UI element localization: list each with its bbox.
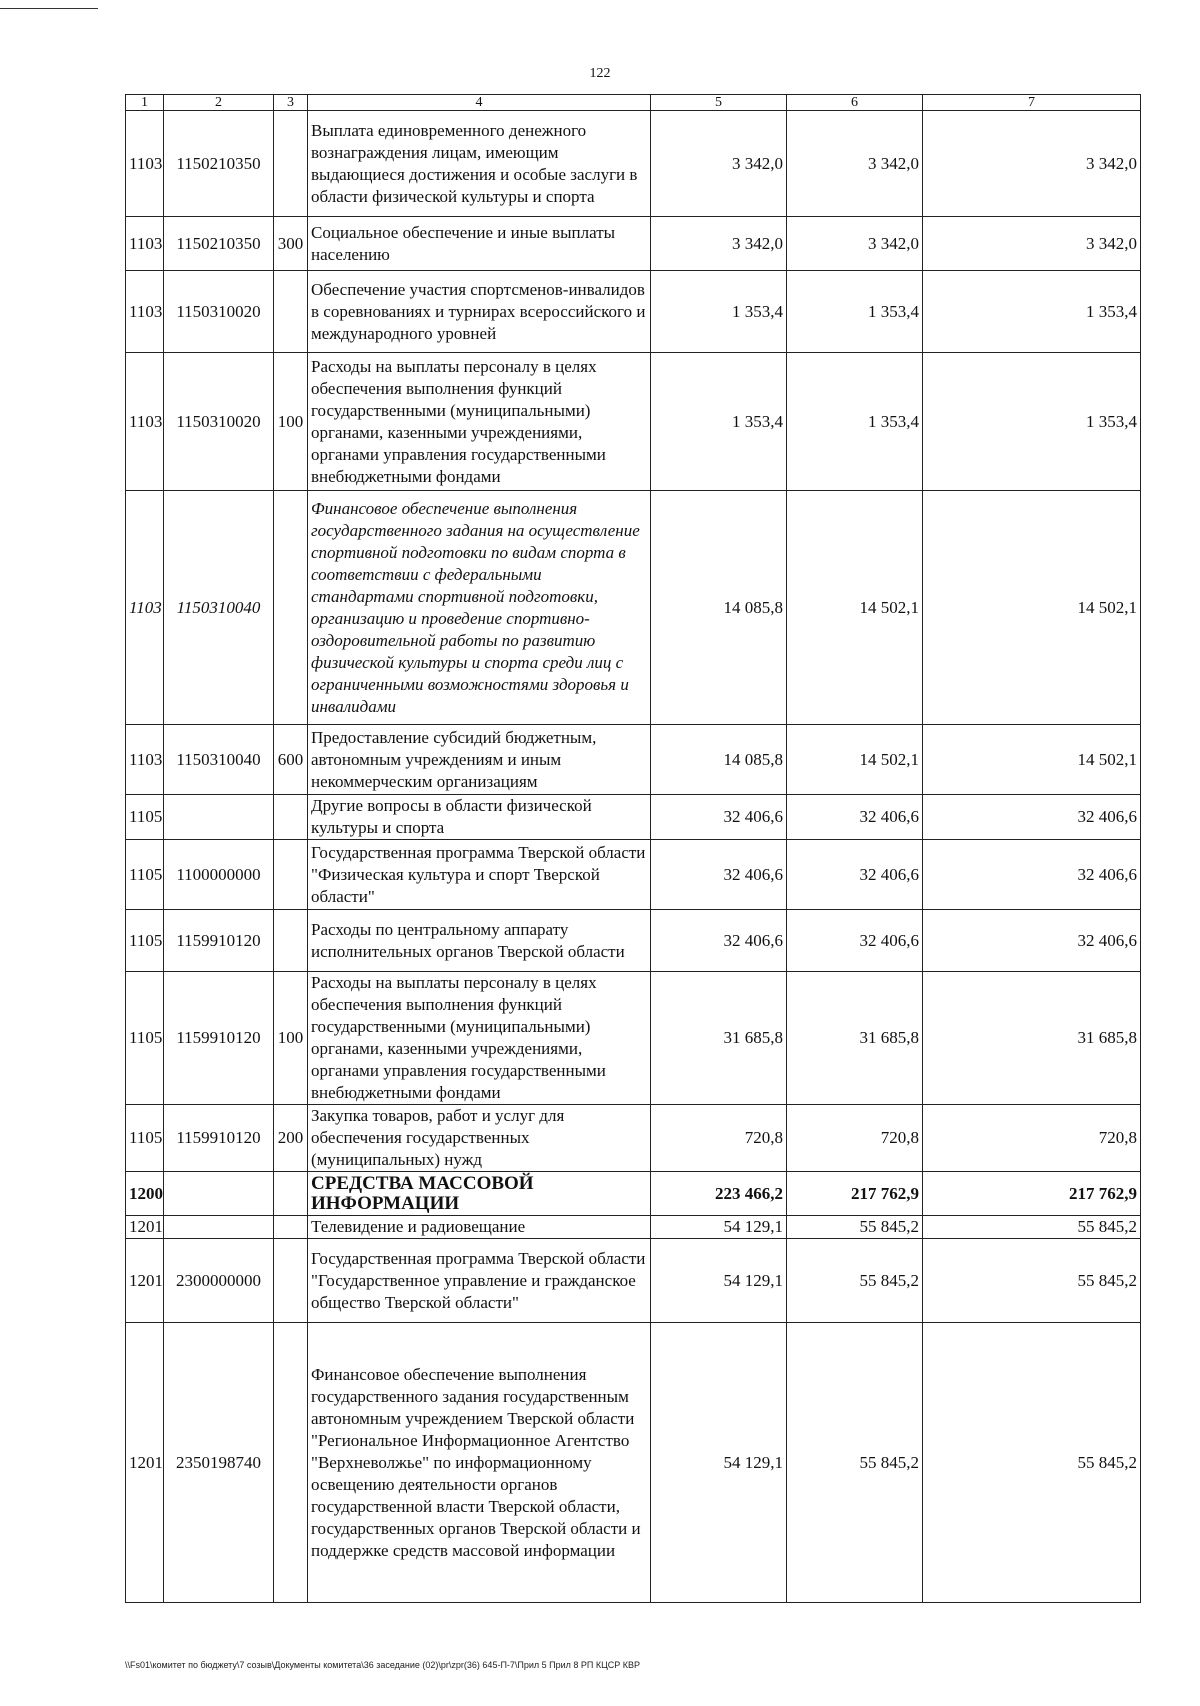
section-code: 1105 (126, 910, 164, 972)
amount-year-2: 3 342,0 (787, 217, 923, 271)
expense-type-code (274, 491, 308, 725)
amount-year-2: 217 762,9 (787, 1172, 923, 1216)
amount-year-1: 223 466,2 (651, 1172, 787, 1216)
amount-year-2: 55 845,2 (787, 1239, 923, 1323)
amount-year-2: 1 353,4 (787, 271, 923, 353)
item-description: Выплата единовременного денежного вознаграждения лицам, имеющим выдающиеся достижения и особые заслуги в области физической культуры и спорта (308, 111, 651, 217)
budget-table (125, 94, 1141, 1603)
item-description: СРЕДСТВА МАССОВОЙ ИНФОРМАЦИИ (308, 1172, 651, 1216)
item-description: Предоставление субсидий бюджетным, автономным учреждениям и иным некоммерческим организациям (308, 725, 651, 795)
table-row (126, 271, 1141, 353)
item-description: Социальное обеспечение и иные выплаты населению (308, 217, 651, 271)
amount-year-1: 32 406,6 (651, 840, 787, 910)
amount-year-3: 55 845,2 (923, 1216, 1141, 1239)
expense-type-code (274, 795, 308, 840)
section-code: 1201 (126, 1216, 164, 1239)
expense-type-code: 100 (274, 353, 308, 491)
expense-type-code (274, 111, 308, 217)
amount-year-1: 720,8 (651, 1105, 787, 1172)
target-article-code (164, 1216, 274, 1239)
amount-year-3: 32 406,6 (923, 840, 1141, 910)
table-row (126, 725, 1141, 795)
item-description: Другие вопросы в области физической культуры и спорта (308, 795, 651, 840)
amount-year-2: 3 342,0 (787, 111, 923, 217)
amount-year-2: 720,8 (787, 1105, 923, 1172)
target-article-code: 1159910120 (164, 910, 274, 972)
item-description: Государственная программа Тверской области "Государственное управление и гражданское общество Тверской области" (308, 1239, 651, 1323)
amount-year-3: 217 762,9 (923, 1172, 1141, 1216)
target-article-code: 1150210350 (164, 111, 274, 217)
table-row (126, 795, 1141, 840)
column-header: 1 (126, 95, 164, 111)
table-row (126, 217, 1141, 271)
column-header: 4 (308, 95, 651, 111)
expense-type-code (274, 1172, 308, 1216)
target-article-code: 2300000000 (164, 1239, 274, 1323)
item-description: Финансовое обеспечение выполнения государственного задания государственным автономным учреждением Тверской области "Региональное Информационное Агентство "Верхневолжье" по информационному освещению деятельности органов государственной власти Тверской области, государственных органов Тверской области и поддержке средств массовой информации (308, 1323, 651, 1603)
amount-year-3: 55 845,2 (923, 1323, 1141, 1603)
column-header: 3 (274, 95, 308, 111)
amount-year-3: 3 342,0 (923, 111, 1141, 217)
expense-type-code: 600 (274, 725, 308, 795)
column-header: 5 (651, 95, 787, 111)
amount-year-2: 32 406,6 (787, 910, 923, 972)
amount-year-3: 3 342,0 (923, 217, 1141, 271)
item-description: Расходы по центральному аппарату исполнительных органов Тверской области (308, 910, 651, 972)
amount-year-3: 31 685,8 (923, 972, 1141, 1105)
amount-year-3: 1 353,4 (923, 353, 1141, 491)
target-article-code (164, 1172, 274, 1216)
target-article-code: 1150210350 (164, 217, 274, 271)
target-article-code: 1159910120 (164, 972, 274, 1105)
section-code: 1105 (126, 795, 164, 840)
expense-type-code (274, 1216, 308, 1239)
target-article-code: 1150310040 (164, 725, 274, 795)
section-code: 1105 (126, 1105, 164, 1172)
table-row (126, 491, 1141, 725)
section-code: 1200 (126, 1172, 164, 1216)
table-row (126, 840, 1141, 910)
table-row (126, 353, 1141, 491)
section-code: 1103 (126, 491, 164, 725)
expense-type-code (274, 1239, 308, 1323)
target-article-code: 1100000000 (164, 840, 274, 910)
page-number: 122 (589, 66, 611, 81)
table-row (126, 111, 1141, 217)
section-code: 1105 (126, 840, 164, 910)
item-description: Закупка товаров, работ и услуг для обеспечения государственных (муниципальных) нужд (308, 1105, 651, 1172)
amount-year-1: 54 129,1 (651, 1239, 787, 1323)
column-number-row (126, 95, 1141, 111)
amount-year-2: 32 406,6 (787, 795, 923, 840)
section-code: 1103 (126, 725, 164, 795)
expense-type-code: 300 (274, 217, 308, 271)
amount-year-3: 32 406,6 (923, 910, 1141, 972)
item-description: Государственная программа Тверской области "Физическая культура и спорт Тверской области" (308, 840, 651, 910)
amount-year-3: 1 353,4 (923, 271, 1141, 353)
section-code: 1103 (126, 111, 164, 217)
table-row (126, 1239, 1141, 1323)
amount-year-2: 31 685,8 (787, 972, 923, 1105)
amount-year-2: 14 502,1 (787, 491, 923, 725)
section-code: 1105 (126, 972, 164, 1105)
section-code: 1103 (126, 353, 164, 491)
amount-year-1: 32 406,6 (651, 795, 787, 840)
expense-type-code: 100 (274, 972, 308, 1105)
section-code: 1103 (126, 271, 164, 353)
amount-year-2: 55 845,2 (787, 1323, 923, 1603)
table-row (126, 1172, 1141, 1216)
table-row (126, 1216, 1141, 1239)
table-row (126, 910, 1141, 972)
column-header: 6 (787, 95, 923, 111)
target-article-code: 1159910120 (164, 1105, 274, 1172)
amount-year-1: 32 406,6 (651, 910, 787, 972)
amount-year-1: 54 129,1 (651, 1323, 787, 1603)
expense-type-code (274, 910, 308, 972)
amount-year-2: 1 353,4 (787, 353, 923, 491)
column-header: 2 (164, 95, 274, 111)
column-header: 7 (923, 95, 1141, 111)
target-article-code: 1150310020 (164, 353, 274, 491)
expense-type-code (274, 271, 308, 353)
item-description: Расходы на выплаты персоналу в целях обеспечения выполнения функций государственными (муниципальными) органами, казенными учреждениями, органами управления государственными внебюджетными фондами (308, 353, 651, 491)
amount-year-3: 720,8 (923, 1105, 1141, 1172)
amount-year-3: 32 406,6 (923, 795, 1141, 840)
amount-year-1: 31 685,8 (651, 972, 787, 1105)
amount-year-1: 1 353,4 (651, 353, 787, 491)
amount-year-3: 55 845,2 (923, 1239, 1141, 1323)
footer-file-path: \\Fs01\комитет по бюджету\7 созыв\Документы комитета\36 заседание (02)\pr\zpr(36) 645-П-7\Прил 5 Прил 8 РП КЦСР КВР (125, 1660, 641, 1670)
section-code: 1201 (126, 1323, 164, 1603)
amount-year-1: 54 129,1 (651, 1216, 787, 1239)
table-row (126, 1105, 1141, 1172)
amount-year-1: 3 342,0 (651, 111, 787, 217)
item-description: Финансовое обеспечение выполнения государственного задания на осуществление спортивной подготовки по видам спорта в соответствии с федеральными стандартами спортивной подготовки, организацию и проведение спортивно-оздоровительной работы по развитию физической культуры и спорта среди лиц с ограниченными возможностями здоровья и инвалидами (308, 491, 651, 725)
amount-year-2: 32 406,6 (787, 840, 923, 910)
amount-year-3: 14 502,1 (923, 491, 1141, 725)
item-description: Расходы на выплаты персоналу в целях обеспечения выполнения функций государственными (муниципальными) органами, казенными учреждениями, органами управления государственными внебюджетными фондами (308, 972, 651, 1105)
amount-year-2: 55 845,2 (787, 1216, 923, 1239)
target-article-code: 1150310020 (164, 271, 274, 353)
amount-year-3: 14 502,1 (923, 725, 1141, 795)
amount-year-1: 1 353,4 (651, 271, 787, 353)
target-article-code: 1150310040 (164, 491, 274, 725)
amount-year-2: 14 502,1 (787, 725, 923, 795)
expense-type-code (274, 1323, 308, 1603)
section-code: 1201 (126, 1239, 164, 1323)
amount-year-1: 14 085,8 (651, 491, 787, 725)
top-rule (0, 8, 98, 9)
amount-year-1: 14 085,8 (651, 725, 787, 795)
amount-year-1: 3 342,0 (651, 217, 787, 271)
item-description: Обеспечение участия спортсменов-инвалидов в соревнованиях и турнирах всероссийского и международного уровней (308, 271, 651, 353)
target-article-code: 2350198740 (164, 1323, 274, 1603)
item-description: Телевидение и радиовещание (308, 1216, 651, 1239)
expense-type-code: 200 (274, 1105, 308, 1172)
table-row (126, 1323, 1141, 1603)
target-article-code (164, 795, 274, 840)
expense-type-code (274, 840, 308, 910)
table-row (126, 972, 1141, 1105)
section-code: 1103 (126, 217, 164, 271)
